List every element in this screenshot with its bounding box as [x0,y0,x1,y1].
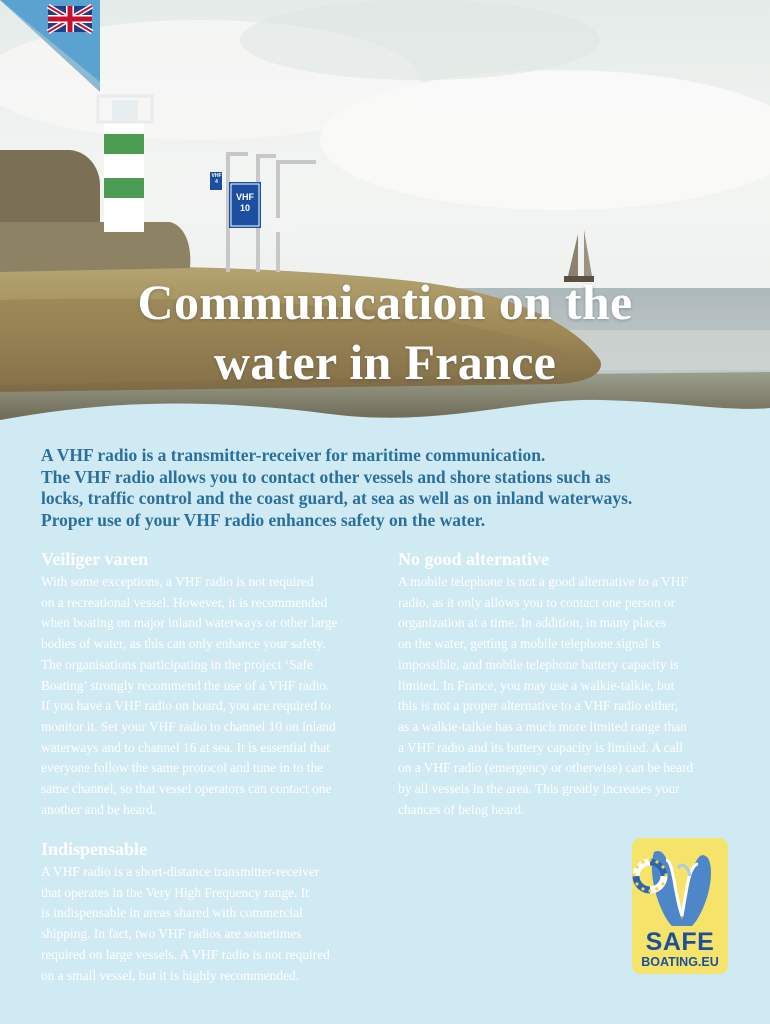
section-veiliger-varen [41,548,381,820]
logo-word: SAFE [645,928,715,956]
body-line: on a recreational vessel. However, it is recommended [41,594,328,610]
body-line: radio, as it only allows you to contact one person or [398,594,676,610]
body-line: limited. In France, you may use a walkie-talkie, but [398,677,675,693]
body-line: The organisations participating in the project ‘Safe [41,656,313,672]
body-line: chances of being heard. [398,801,525,817]
body-line: organization at a time. In addition, in many places [398,615,667,631]
section-heading: No good alternative [398,549,549,569]
body-line: is indispensable in areas shared with commercial [41,905,303,921]
title-line-2: water in France [213,334,557,390]
intro-line: A VHF radio is a transmitter-receiver for maritime communication. [41,445,546,465]
body-line: If you have a VHF radio on board, you are required to [41,698,331,714]
body-line: a VHF radio and its battery capacity is limited. A call [398,739,683,755]
body-line: everyone follow the same protocol and tune in to the [41,760,324,776]
hero-photo [0,0,770,440]
section-body [398,572,738,820]
body-line: that operates in the Very High Frequency range. It [41,884,309,900]
body-line: by all vessels in the area. This greatly increases your [398,781,680,797]
body-line: With some exceptions, a VHF radio is not required [41,574,314,589]
page-title [0,272,770,392]
section-heading: Indispensable [41,839,148,859]
body-line: on a VHF radio (emergency or otherwise) can be heard [398,760,694,776]
intro-paragraph [41,445,741,531]
body-line: on a small vessel, but it is highly recommended. [41,967,300,983]
section-indispensable [41,838,381,986]
body-line: on the water, getting a mobile telephone signal is [398,636,661,652]
vhf-big-text: VHF [236,192,254,202]
body-line: this is not a proper alternative to a VHF radio either, [398,698,678,714]
body-line: same channel, so that vessel operators can contact one [41,781,332,797]
body-line: another and be heard. [41,801,157,817]
vhf-small-text: VHF [211,173,222,179]
safe-boating-logo [632,838,728,974]
body-line: Boating’ strongly recommend the use of a VHF radio. [41,677,330,693]
intro-line: Proper use of your VHF radio enhances safety on the water. [41,509,486,530]
body-line: impossible, and mobile telephone battery capacity is [398,656,679,672]
section-no-good-alternative [398,548,738,820]
body-line: bodies of water, as this can only enhance your safety. [41,636,326,652]
channel-4-text: 4 [215,179,218,185]
title-line-1: Communication on the [137,274,633,330]
section-body [41,572,381,820]
uk-flag-icon[interactable] [0,0,100,92]
body-line: A VHF radio is a short-distance transmitter-receiver [41,864,320,879]
body-line: as a walkie-talkie has a much more limited range than [398,718,687,734]
wave-w-icon [632,838,728,934]
section-heading: Veiliger varen [41,549,149,569]
body-line: A mobile telephone is not a good alternative to a VHF [398,574,688,589]
intro-line: The VHF radio allows you to contact other vessels and shore stations such as [41,466,611,487]
section-body [41,862,381,986]
channel-10-text: 10 [239,203,250,213]
body-line: when boating on major inland waterways or other large [41,615,338,631]
body-line: monitor it. Set your VHF radio to channel 10 on inland [41,718,336,734]
logo-domain: BOATING.EU [641,955,719,969]
intro-line: locks, traffic control and the coast guard, at sea as well as on inland waterways. [41,488,633,508]
body-line: shipping. In fact, two VHF radios are sometimes [41,926,302,942]
body-line: waterways and to channel 16 at sea. It is essential that [41,739,330,755]
body-line: required on large vessels. A VHF radio is not required [41,946,330,962]
